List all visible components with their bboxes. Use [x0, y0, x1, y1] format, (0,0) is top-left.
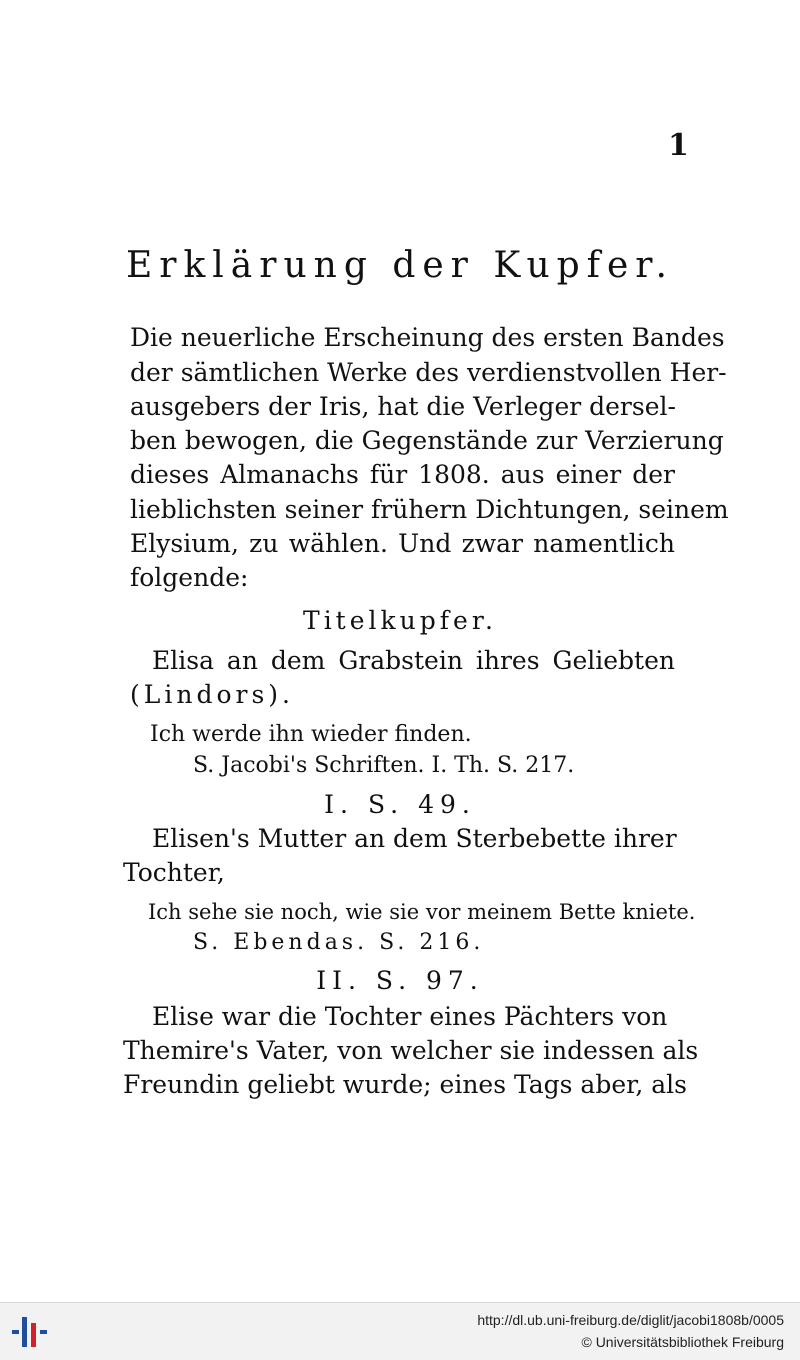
section-title: Titelkupfer.: [303, 606, 497, 635]
document-url[interactable]: http://dl.ub.uni-freiburg.de/diglit/jacobi1808b/0005: [477, 1312, 784, 1328]
copyright-notice: © Universitätsbibliothek Freiburg: [581, 1334, 784, 1350]
ub-freiburg-logo-icon: [10, 1313, 50, 1351]
paragraph-line: ausgebers der Iris, hat die Verleger dersel-: [130, 392, 676, 421]
plate-description-line: Elisa an dem Grabstein ihres Geliebten: [152, 646, 675, 675]
plate-heading: II. S. 97.: [316, 966, 484, 995]
paragraph-line: ben bewogen, die Gegenstände zur Verzierung: [130, 426, 724, 455]
plate-description-line: Tochter,: [123, 858, 225, 887]
quote-line: Ich sehe sie noch, wie sie vor meinem Bette kniete.: [148, 900, 696, 924]
plate-heading: I. S. 49.: [324, 790, 476, 819]
paragraph-line: lieblichsten seiner frühern Dichtungen, seinem: [130, 495, 729, 524]
viewer-footer: [0, 1302, 800, 1360]
plate-description-line: Freundin geliebt wurde; eines Tags aber, als: [123, 1070, 687, 1099]
paragraph-line: folgende:: [130, 563, 249, 592]
paragraph-line: der sämtlichen Werke des verdienstvollen Her-: [130, 358, 727, 387]
plate-description-line: (Lindors).: [130, 680, 294, 709]
paragraph-line: dieses Almanachs für 1808. aus einer der: [130, 460, 675, 489]
source-line: S. Jacobi's Schriften. I. Th. S. 217.: [193, 753, 575, 778]
paragraph-line: Elysium, zu wählen. Und zwar namentlich: [130, 529, 675, 558]
page-number: 1: [668, 128, 689, 163]
plate-description-line: Elise war die Tochter eines Pächters von: [152, 1002, 668, 1031]
plate-description-line: Themire's Vater, von welcher sie indessen als: [123, 1036, 699, 1065]
source-line: S. Ebendas. S. 216.: [193, 930, 485, 955]
page-heading: Erklärung der Kupfer.: [125, 245, 674, 286]
quote-line: Ich werde ihn wieder finden.: [150, 722, 472, 747]
plate-description-line: Elisen's Mutter an dem Sterbebette ihrer: [152, 824, 677, 853]
paragraph-line: Die neuerliche Erscheinung des ersten Bandes: [130, 323, 725, 352]
